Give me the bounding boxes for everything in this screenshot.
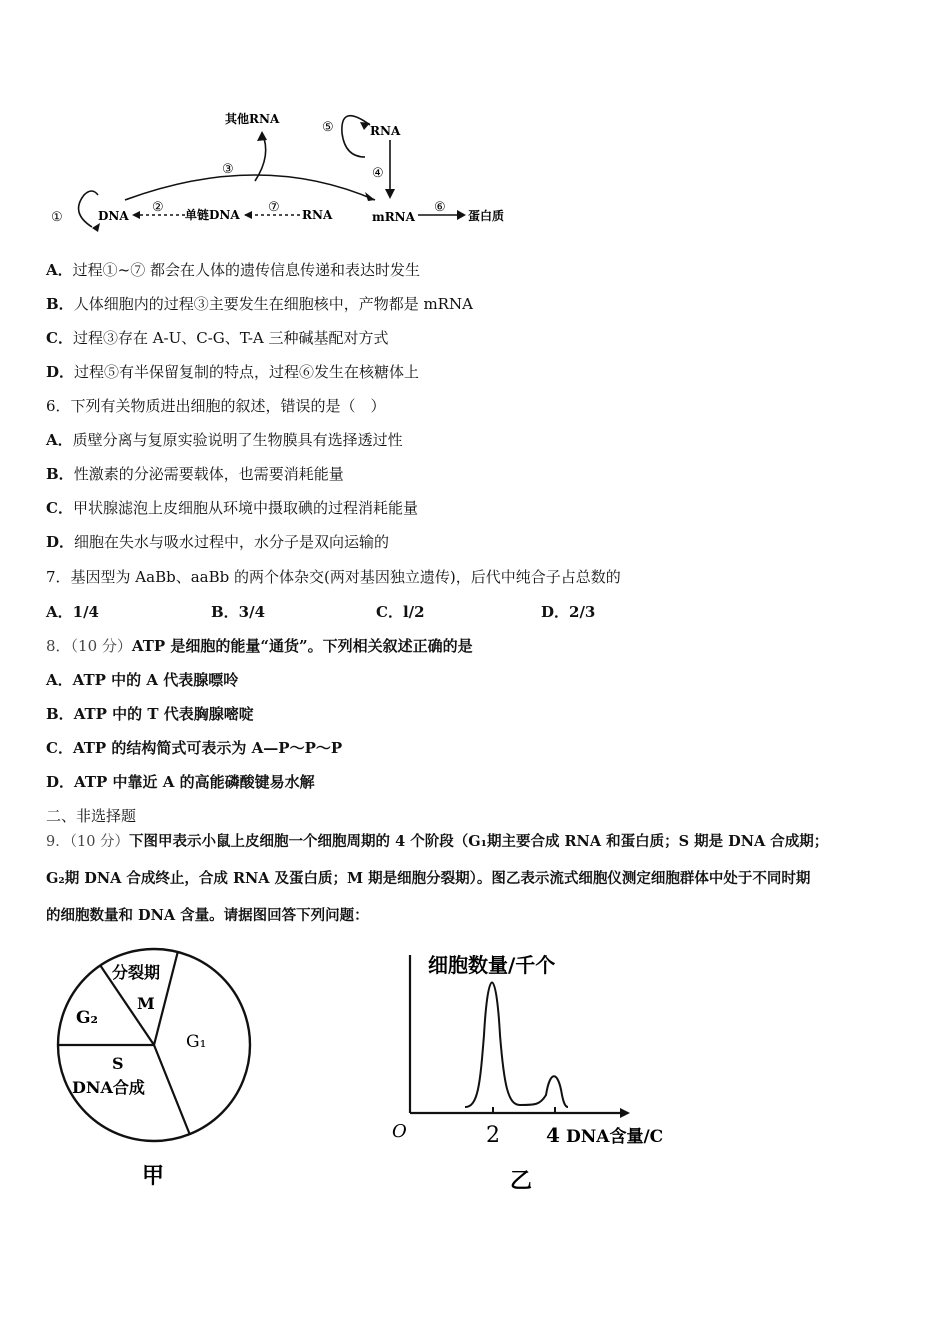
q8-option-a bbox=[46, 670, 238, 690]
q5-option-c bbox=[46, 328, 389, 348]
section-title: 二、非选择题 bbox=[46, 807, 137, 825]
option-text: 人体细胞内的过程③主要发生在细胞核中，产物都是 mRNA bbox=[73, 295, 473, 313]
q9-line3: 的细胞数量和 DNA 含量。请据图回答下列问题： bbox=[46, 907, 369, 924]
q6-option-a bbox=[46, 430, 403, 450]
q9-line1 bbox=[46, 832, 828, 852]
q8-option-c bbox=[46, 738, 342, 758]
q7-option-c: C．l/2 bbox=[376, 603, 425, 621]
label-g2: G₂ bbox=[76, 1008, 98, 1028]
arrow-step3 bbox=[125, 175, 375, 200]
arrow-step1 bbox=[79, 191, 98, 227]
question-number: 9．（10 分） bbox=[46, 834, 130, 850]
q6-option-c bbox=[46, 498, 418, 518]
caption-jia: 甲 bbox=[142, 1163, 165, 1189]
option-text: 过程①~⑦ 都会在人体的遗传信息传递和表达时发生 bbox=[72, 261, 420, 279]
label-g1: G₁ bbox=[186, 1032, 207, 1052]
dna-content-curve bbox=[465, 983, 568, 1108]
question-number: 8．（10 分） bbox=[46, 637, 132, 655]
x-axis-label: DNA含量/C bbox=[566, 1127, 664, 1147]
origin-label: O bbox=[392, 1121, 407, 1142]
q7-stem: 7．基因型为 AaBb、aaBb 的两个体杂交(两对基因独立遗传)，后代中纯合子占总数的 bbox=[46, 568, 621, 586]
y-axis-label: 细胞数量/千个 bbox=[428, 953, 556, 977]
x-axis-arrow bbox=[620, 1108, 630, 1118]
q9-line2: G₂期 DNA 合成终止，合成 RNA 及蛋白质；M 期是细胞分裂期）。图乙表示流式细胞仪测定细胞群体中处于不同时期 bbox=[46, 870, 811, 887]
option-letter: A． bbox=[46, 261, 73, 279]
label-step6: ⑥ bbox=[434, 200, 446, 215]
label-step3: ③ bbox=[222, 162, 234, 177]
q8-option-d bbox=[46, 772, 315, 792]
option-text: 过程③存在 A-U、C-G、T-A 三种碱基配对方式 bbox=[72, 329, 389, 347]
label-m: M bbox=[137, 994, 155, 1013]
label-rna-top: RNA bbox=[370, 124, 401, 138]
divider-g1-s bbox=[154, 1045, 190, 1135]
label-protein: 蛋白质 bbox=[468, 209, 505, 223]
option-text: 细胞在失水与吸水过程中，水分子是双向运输的 bbox=[74, 533, 390, 551]
arrow-step5 bbox=[342, 116, 370, 157]
option-letter: B． bbox=[46, 295, 74, 313]
option-letter: A． bbox=[46, 671, 73, 689]
option-text: 甲状腺滤泡上皮细胞从环境中摄取碘的过程消耗能量 bbox=[72, 499, 418, 517]
option-letter: B． bbox=[46, 705, 74, 723]
option-text: 过程⑤有半保留复制的特点，过程⑥发生在核糖体上 bbox=[74, 363, 420, 381]
label-s: S bbox=[112, 1054, 124, 1073]
label-rna-left: RNA bbox=[302, 208, 333, 222]
q7-option-b: B．3/4 bbox=[211, 603, 266, 621]
q7-option-a: A．1/4 bbox=[46, 603, 99, 621]
tick-2-label: 2 bbox=[486, 1123, 500, 1148]
tick-4-label: 4 bbox=[546, 1123, 560, 1147]
option-text: ATP 中的 T 代表胸腺嘧啶 bbox=[73, 705, 254, 723]
option-letter: D． bbox=[46, 773, 75, 791]
flow-cytometry-figure bbox=[390, 945, 700, 1195]
caption-yi: 乙 bbox=[510, 1168, 533, 1194]
q5-option-b bbox=[46, 294, 473, 314]
q7-option-d: D．2/3 bbox=[541, 603, 596, 621]
option-letter: D． bbox=[46, 533, 75, 551]
option-letter: C． bbox=[46, 739, 73, 757]
cell-cycle-figure bbox=[40, 945, 270, 1205]
label-step5: ⑤ bbox=[322, 120, 334, 135]
option-text: 性激素的分泌需要载体，也需要消耗能量 bbox=[73, 465, 344, 483]
label-step4: ④ bbox=[372, 166, 384, 181]
option-letter: C． bbox=[46, 499, 73, 517]
label-single-dna: 单链DNA bbox=[185, 208, 240, 222]
option-text: ATP 的结构简式可表示为 A—P～P～P bbox=[72, 739, 343, 757]
label-step1: ① bbox=[51, 210, 63, 225]
q8-stem bbox=[46, 636, 473, 656]
option-text: ATP 中靠近 A 的高能磷酸键易水解 bbox=[74, 773, 315, 791]
gene-expression-diagram bbox=[40, 95, 540, 245]
option-letter: A． bbox=[46, 431, 73, 449]
label-step7: ⑦ bbox=[268, 200, 280, 215]
label-step2: ② bbox=[152, 200, 164, 215]
question-text: ATP 是细胞的能量“通货”。下列相关叙述正确的是 bbox=[131, 637, 473, 655]
question-text: 下图甲表示小鼠上皮细胞一个细胞周期的 4 个阶段（G₁期主要合成 RNA 和蛋白质；S 期是 DNA 合成期； bbox=[129, 833, 829, 850]
q5-option-d bbox=[46, 362, 419, 382]
label-s-desc: DNA合成 bbox=[72, 1078, 145, 1097]
arrowhead-step3 bbox=[365, 192, 375, 201]
label-m-top: 分裂期 bbox=[112, 963, 161, 982]
option-text: ATP 中的 A 代表腺嘌呤 bbox=[72, 671, 239, 689]
q8-option-b bbox=[46, 704, 254, 724]
q5-option-a bbox=[46, 260, 420, 280]
option-letter: B． bbox=[46, 465, 74, 483]
label-dna: DNA bbox=[98, 209, 129, 223]
label-other-rna: 其他RNA bbox=[225, 112, 280, 126]
option-letter: D． bbox=[46, 363, 75, 381]
label-mrna: mRNA bbox=[372, 210, 415, 224]
option-text: 质壁分离与复原实验说明了生物膜具有选择透过性 bbox=[72, 431, 403, 449]
option-letter: C． bbox=[46, 329, 73, 347]
q6-stem: 6．下列有关物质进出细胞的叙述，错误的是（ ） bbox=[46, 397, 386, 415]
q6-option-d bbox=[46, 532, 389, 552]
q6-option-b bbox=[46, 464, 344, 484]
